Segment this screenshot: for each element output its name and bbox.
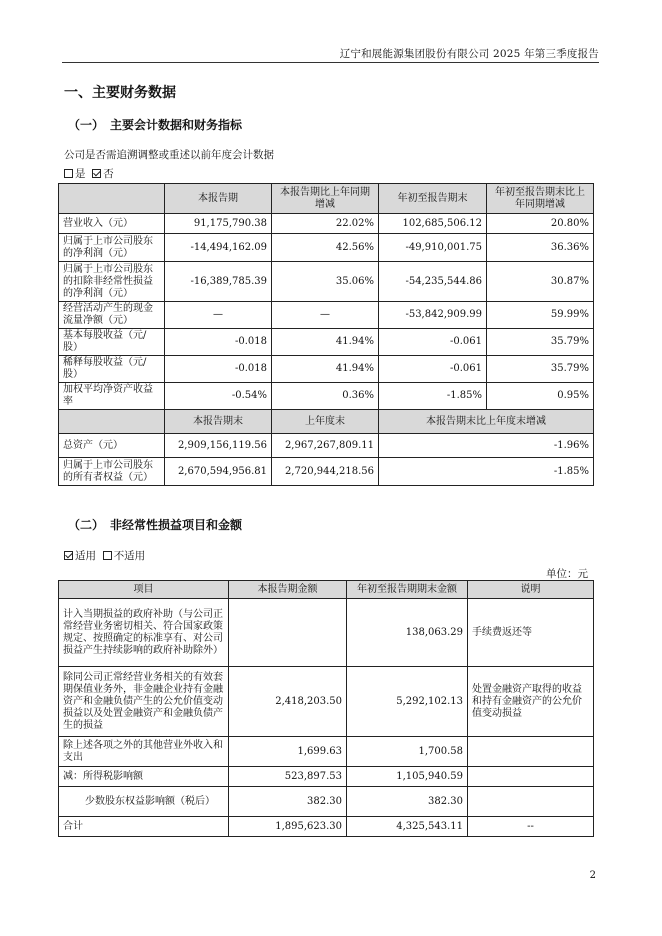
table-row <box>59 787 594 817</box>
cell-value: -0.018 <box>165 329 272 356</box>
table-row <box>59 214 594 234</box>
cell-value: -1.96% <box>379 434 594 458</box>
row-label: 除同公司正常经营业务相关的有效套期保值业务外，非金融企业持有金融资产和金融负债产生的公允价值变动损益以及处置金融资产和金融负债产生的损益 <box>59 667 229 737</box>
header-cell: 本报告期末 <box>165 410 272 434</box>
header-cell: 年初至报告期末 <box>379 184 487 214</box>
cell-value: 2,418,203.50 <box>229 667 347 737</box>
cell-value: 41.94% <box>272 356 379 383</box>
cell-value: — <box>272 302 379 329</box>
table-row <box>59 383 594 410</box>
row-label: 稀释每股收益（元/股） <box>59 356 165 383</box>
cell-value: 35.79% <box>487 329 594 356</box>
cell-value: -16,389,785.39 <box>165 262 272 302</box>
cell-value: 138,063.29 <box>347 599 468 667</box>
section-title: 一、主要财务数据 <box>64 85 176 101</box>
header-cell: 本报告期 <box>165 184 272 214</box>
cell-value: 102,685,506.12 <box>379 214 487 234</box>
row-label: 经营活动产生的现金流量净额（元） <box>59 302 165 329</box>
cell-value: 2,720,944,218.56 <box>272 458 379 486</box>
cell-note <box>468 737 594 767</box>
restatement-question: 公司是否需追溯调整或重述以前年度会计数据 <box>64 149 274 161</box>
cell-note: 手续费返还等 <box>468 599 594 667</box>
table-header-row <box>59 184 594 214</box>
table-row <box>59 599 594 667</box>
header-cell: 年初至报告期期末金额 <box>347 581 468 599</box>
cell-value: 1,105,940.59 <box>347 767 468 787</box>
table-row <box>59 767 594 787</box>
row-label: 归属于上市公司股东的扣除非经常性损益的净利润（元） <box>59 262 165 302</box>
option-applicable-label: 适用 <box>75 550 96 562</box>
cell-value: 59.99% <box>487 302 594 329</box>
cell-value: 30.87% <box>487 262 594 302</box>
cell-value: 382.30 <box>229 787 347 817</box>
cell-value: 523,897.53 <box>229 767 347 787</box>
cell-value: -0.061 <box>379 356 487 383</box>
table-row <box>59 458 594 486</box>
header-cell: 本报告期金额 <box>229 581 347 599</box>
checkbox-not-applicable[interactable] <box>103 551 112 560</box>
header-cell: 项目 <box>59 581 229 599</box>
report-header-title: 辽宁和展能源集团股份有限公司 2025 年第三季度报告 <box>339 48 599 60</box>
cell-value: -0.54% <box>165 383 272 410</box>
restatement-options <box>64 166 114 181</box>
table-row <box>59 234 594 262</box>
cell-value: -14,494,162.09 <box>165 234 272 262</box>
table-row-total <box>59 817 594 837</box>
row-label: 营业收入（元） <box>59 214 165 234</box>
cell-value: 91,175,790.38 <box>165 214 272 234</box>
cell-value: -54,235,544.86 <box>379 262 487 302</box>
cell-value: 36.36% <box>487 234 594 262</box>
cell-value: 0.95% <box>487 383 594 410</box>
header-divider <box>62 62 599 63</box>
table-row <box>59 434 594 458</box>
row-label: 加权平均净资产收益率 <box>59 383 165 410</box>
cell-value: 0.36% <box>272 383 379 410</box>
header-cell: 本报告期末比上年度末增减 <box>379 410 594 434</box>
page-number: 2 <box>589 870 596 881</box>
cell-note: 处置金融资产取得的收益和持有金融资产的公允价值变动损益 <box>468 667 594 737</box>
table-row <box>59 667 594 737</box>
header-cell: 说明 <box>468 581 594 599</box>
cell-value: 35.06% <box>272 262 379 302</box>
cell-value: 2,909,156,119.56 <box>165 434 272 458</box>
cell-note <box>468 767 594 787</box>
cell-value: -49,910,001.75 <box>379 234 487 262</box>
checkbox-no[interactable] <box>92 169 101 178</box>
row-label: 少数股东权益影响额（税后） <box>59 787 229 817</box>
header-cell: 本报告期比上年同期增减 <box>272 184 379 214</box>
subsection-title-2: （二） 非经常性损益项目和金额 <box>68 518 243 532</box>
cell-note: -- <box>468 817 594 837</box>
cell-value: -53,842,909.99 <box>379 302 487 329</box>
cell-value: 35.79% <box>487 356 594 383</box>
row-label: 除上述各项之外的其他营业外收入和支出 <box>59 737 229 767</box>
financial-data-table <box>58 183 594 486</box>
row-label: 计入当期损益的政府补助（与公司正常经营业务密切相关、符合国家政策规定、按照确定的标准享有、对公司损益产生持续影响的政府补助除外） <box>59 599 229 667</box>
option-yes-label: 是 <box>75 168 86 180</box>
header-cell: 年初至报告期末比上年同期增减 <box>487 184 594 214</box>
table-row <box>59 329 594 356</box>
cell-value: 42.56% <box>272 234 379 262</box>
cell-value: 41.94% <box>272 329 379 356</box>
cell-value: -1.85% <box>379 458 594 486</box>
cell-value: 2,967,267,809.11 <box>272 434 379 458</box>
cell-value <box>229 599 347 667</box>
table-header-row-2 <box>59 410 594 434</box>
cell-value: 1,700.58 <box>347 737 468 767</box>
cell-value: 1,895,623.30 <box>229 817 347 837</box>
header-cell: 上年度末 <box>272 410 379 434</box>
unit-label: 单位：元 <box>546 568 588 580</box>
table-header-row <box>59 581 594 599</box>
row-label: 合计 <box>59 817 229 837</box>
subsection-title-1: （一） 主要会计数据和财务指标 <box>68 118 243 132</box>
option-not-applicable-label: 不适用 <box>113 550 146 562</box>
header-cell <box>59 410 165 434</box>
option-no-label: 否 <box>103 168 114 180</box>
cell-value: 382.30 <box>347 787 468 817</box>
cell-value: 20.80% <box>487 214 594 234</box>
cell-value: -0.018 <box>165 356 272 383</box>
cell-value: 4,325,543.11 <box>347 817 468 837</box>
row-label: 归属于上市公司股东的所有者权益（元） <box>59 458 165 486</box>
checkbox-applicable[interactable] <box>64 551 73 560</box>
table-row <box>59 302 594 329</box>
table-row <box>59 356 594 383</box>
table-row <box>59 737 594 767</box>
table-row <box>59 262 594 302</box>
row-label: 归属于上市公司股东的净利润（元） <box>59 234 165 262</box>
cell-value: 5,292,102.13 <box>347 667 468 737</box>
cell-value: -1.85% <box>379 383 487 410</box>
header-cell <box>59 184 165 214</box>
non-recurring-items-table <box>58 580 594 837</box>
cell-value: 1,699.63 <box>229 737 347 767</box>
cell-value: 22.02% <box>272 214 379 234</box>
applicability-options <box>64 548 145 563</box>
cell-note <box>468 787 594 817</box>
row-label: 总资产（元） <box>59 434 165 458</box>
cell-value: 2,670,594,956.81 <box>165 458 272 486</box>
checkbox-yes[interactable] <box>64 169 73 178</box>
cell-value: — <box>165 302 272 329</box>
row-label: 减：所得税影响额 <box>59 767 229 787</box>
cell-value: -0.061 <box>379 329 487 356</box>
row-label: 基本每股收益（元/股） <box>59 329 165 356</box>
